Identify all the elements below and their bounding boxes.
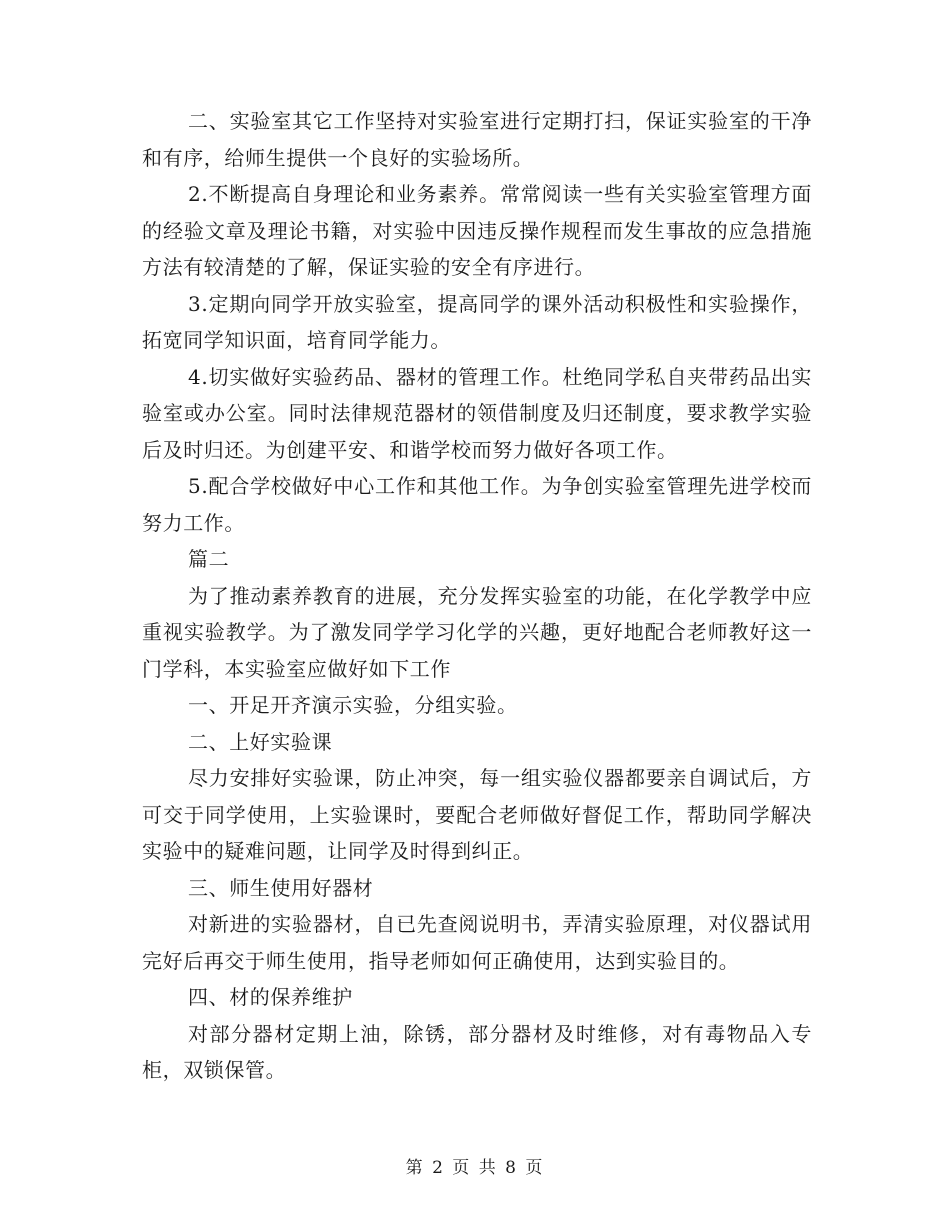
section-heading-part-two: 篇二 bbox=[188, 547, 230, 571]
heading-use-equipment: 三、师生使用好器材 bbox=[188, 875, 374, 900]
heading-demo-experiments: 一、开足开齐演示实验，分组实验。 bbox=[188, 693, 518, 717]
heading-lab-classes: 二、上好实验课 bbox=[188, 729, 333, 754]
paragraph-item-2: 2.不断提高自身理论和业务素养。常常阅读一些有关实验室管理方面的经验文章及理论书籍，对实验中因违反操作规程而发生事故的应急措施方法有较清楚的了解，保证实验的安全有序进行。 bbox=[142, 182, 812, 279]
paragraph-item-3: 3.定期向同学开放实验室，提高同学的课外活动积极性和实验操作，拓宽同学知识面，培育同学能力。 bbox=[142, 291, 812, 352]
paragraph-item-4: 4.切实做好实验药品、器材的管理工作。杜绝同学私自夹带药品出实验室或办公室。同时法律规范器材的领借制度及归还制度，要求教学实验后及时归还。为创建平安、和谐学校而努力做好各项工作。 bbox=[142, 364, 812, 462]
page-number-footer: 第 2 页 共 8 页 bbox=[405, 1158, 545, 1178]
paragraph-item-5: 5.配合学校做好中心工作和其他工作。为争创实验室管理先进学校而努力工作。 bbox=[142, 474, 812, 535]
paragraph-intro: 为了推动素养教育的进展，充分发挥实验室的功能，在化学教学中应重视实验教学。为了激发同学学习化学的兴趣，更好地配合老师教好这一门学科，本实验室应做好如下工作 bbox=[142, 583, 812, 681]
paragraph-lab-cleaning: 二、实验室其它工作坚持对实验室进行定期打扫，保证实验室的干净和有序，给师生提供一个良好的实验场所。 bbox=[142, 109, 812, 170]
document-body bbox=[142, 103, 812, 1089]
paragraph-lab-classes: 尽力安排好实验课，防止冲突，每一组实验仪器都要亲自调试后，方可交于同学使用，上实验课时，要配合老师做好督促工作，帮助同学解决实验中的疑难问题，让同学及时得到纠正。 bbox=[142, 766, 812, 863]
paragraph-use-equipment: 对新进的实验器材，自已先查阅说明书，弄清实验原理，对仪器试用完好后再交于师生使用，指导老师如何正确使用，达到实验目的。 bbox=[142, 912, 812, 973]
paragraph-maintenance: 对部分器材定期上油，除锈，部分器材及时维修，对有毒物品入专柜，双锁保管。 bbox=[142, 1021, 812, 1082]
heading-maintenance: 四、材的保养维护 bbox=[188, 985, 353, 1009]
